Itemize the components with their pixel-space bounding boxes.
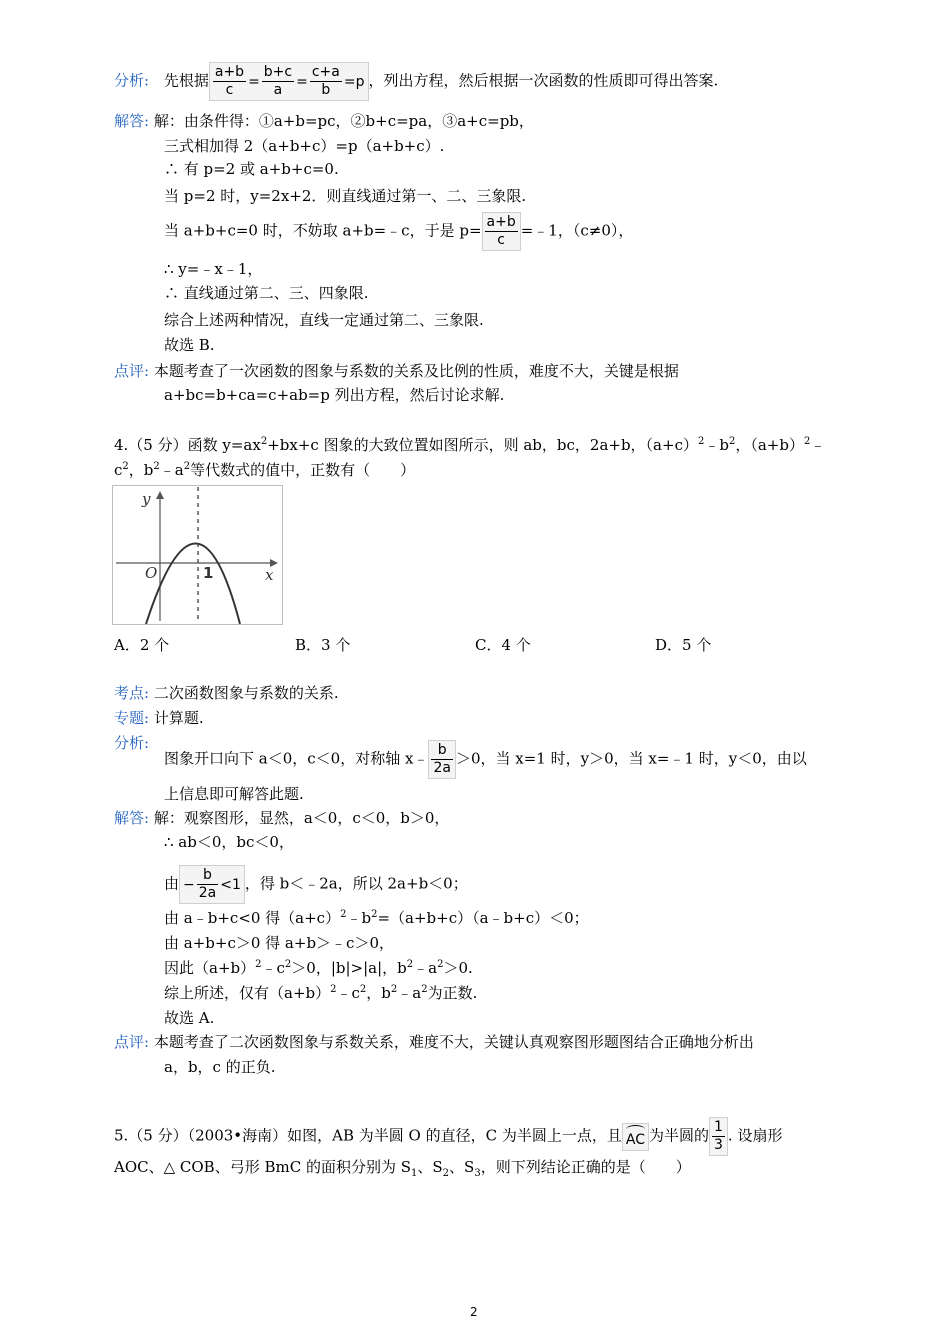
q4-solution-5: 由 a+b+c＞0 得 a+b＞﹣c＞0， bbox=[164, 934, 394, 952]
analysis-label: 分析: bbox=[114, 71, 150, 90]
fraction: $\frac{b+c}{a}$ bbox=[263, 64, 293, 98]
q5-stem-1: 5.（5 分）（2003•海南）如图，AB 为半圆 O 的直径，C 为半圆上一点，且 AC 为半圆的 $\frac{1}{3}$ . 设扇形 bbox=[114, 1117, 782, 1156]
x-axis-label: x bbox=[265, 566, 274, 584]
q4-stem-2: $c^2$，$b^2﹣a^2$等代数式的值中，正数有（ ） bbox=[114, 461, 416, 479]
fraction: $\frac{b}{2a}$ bbox=[198, 867, 217, 901]
analysis-label: 分析: bbox=[114, 734, 150, 752]
q3-solution-4: 当 p=2 时，y=2x+2．则直线通过第一、二、三象限. bbox=[164, 187, 527, 205]
topic-label: 专题: bbox=[114, 709, 150, 727]
option-a[interactable]: A．2 个 bbox=[114, 636, 170, 654]
q3-solution-5: 当 a+b+c=0 时，不妨取 a+b=﹣c，于是 p= $\frac{a+b}{c}$ =﹣1，（c≠0）， bbox=[164, 212, 633, 251]
fraction: $\frac{b}{2a}$ bbox=[428, 740, 456, 779]
fraction: $\frac{a+b}{c}$ bbox=[482, 212, 521, 251]
comment-label: 点评: bbox=[114, 1033, 150, 1051]
q4-comment-2: a，b，c 的正负. bbox=[164, 1058, 276, 1076]
q3-solution-2: 三式相加得 2（a+b+c）=p（a+b+c）. bbox=[164, 137, 445, 155]
q3-solution-8: 综合上述两种情况，直线一定通过第二、三象限. bbox=[164, 311, 484, 329]
fraction: $\frac{1}{3}$ bbox=[709, 1117, 728, 1156]
y-axis-label: y bbox=[142, 490, 151, 508]
q4-solution-3: 由 − $\frac{b}{2a}$ <1 ，得 b＜﹣2a，所以 2a+b＜0； bbox=[164, 865, 468, 904]
inequality-box: − $\frac{b}{2a}$ <1 bbox=[179, 865, 245, 904]
origin-label: O bbox=[145, 564, 158, 582]
q3-ratio-chain: $\frac{a+b}{c}$ = $\frac{b+c}{a}$ = $\frac{c+a}{b}$ =p bbox=[209, 62, 369, 101]
q4-solution-6: 因此$(a+b)^2﹣c^2>0$，|b|>|a|，$b^2﹣a^2>0$. bbox=[164, 959, 473, 977]
arc-icon bbox=[626, 1125, 645, 1134]
q3-solution-7: ∴ 直线通过第二、三、四象限. bbox=[164, 284, 369, 302]
q5-stem-2: AOC、△ COB、弓形 BmC 的面积分别为 $S_1$、$S_2$、$S_3$，则下列结论正确的是（ ） bbox=[114, 1158, 691, 1179]
option-c[interactable]: C．4 个 bbox=[475, 636, 531, 654]
q4-analysis-2: 上信息即可解答此题. bbox=[164, 785, 304, 803]
solution-label: 解答: bbox=[114, 112, 150, 130]
q4-analysis-1: 图象开口向下 a＜0，c＜0，对称轴 x﹣ $\frac{b}{2a}$ ＞0，当 x=1 时，y＞0，当 x=﹣1 时，y＜0，由以 bbox=[164, 740, 807, 779]
tick-label-one: 1 bbox=[203, 564, 214, 582]
q4-stem-1: 4.（5 分）函数 $y=ax^2+bx+c$ 图象的大致位置如图所示，则 ab，bc，2a+b，$(a+c)^2﹣b^2$，$(a+b)^2﹣$ bbox=[114, 436, 826, 454]
q4-comment-1: 点评: 本题考查了二次函数图象与系数关系，难度不大，关键认真观察图形题图结合正确地分析出 bbox=[114, 1033, 754, 1051]
q3-analysis bbox=[114, 62, 718, 101]
comment-label: 点评: bbox=[114, 362, 150, 380]
q3-analysis-post: ，列出方程，然后根据一次函数的性质即可得出答案. bbox=[368, 71, 719, 90]
fraction: $\frac{c+a}{b}$ bbox=[311, 64, 340, 98]
q4-analysis-label bbox=[114, 733, 149, 753]
q4-solution-4: 由 a﹣b+c<0 得$(a+c)^2﹣b^2=(a+b+c)(a﹣b+c)<0$； bbox=[164, 909, 589, 927]
q3-solution-3: ∴ 有 p=2 或 a+b+c=0. bbox=[164, 160, 339, 178]
fraction: $\frac{a+b}{c}$ bbox=[214, 64, 245, 98]
q3-solution-6: ∴ y=﹣x﹣1， bbox=[164, 260, 263, 278]
option-b[interactable]: B．3 个 bbox=[295, 636, 351, 654]
point-label: 考点: bbox=[114, 684, 150, 702]
arc-ac: AC bbox=[622, 1123, 649, 1151]
q4-solution-8: 故选 A. bbox=[164, 1009, 215, 1027]
q4-topic: 专题: 计算题. bbox=[114, 709, 204, 727]
q3-solution-9: 故选 B. bbox=[164, 336, 215, 354]
q4-solution-2: ∴ ab＜0，bc＜0， bbox=[164, 833, 294, 851]
q4-point: 考点: 二次函数图象与系数的关系. bbox=[114, 684, 339, 702]
q3-solution-1: 解答: 解：由条件得：①a+b=pc，②b+c=pa，③a+c=pb， bbox=[114, 112, 534, 130]
page-number: 2 bbox=[470, 1305, 478, 1319]
parabola-graph bbox=[112, 485, 283, 625]
solution-label: 解答: bbox=[114, 809, 150, 827]
q3-comment-1: 点评: 本题考查了一次函数的图象与系数的关系及比例的性质，难度不大，关键是根据 bbox=[114, 362, 679, 380]
q4-solution-7: 综上所述，仅有$(a+b)^2﹣c^2$，$b^2﹣a^2$为正数. bbox=[164, 984, 478, 1002]
option-d[interactable]: D．5 个 bbox=[655, 636, 712, 654]
q3-analysis-pre: 先根据 bbox=[163, 71, 209, 90]
q4-solution-1: 解答: 解：观察图形，显然，a＜0，c＜0，b＞0， bbox=[114, 809, 450, 827]
q3-comment-2: a+bc=b+ca=c+ab=p 列出方程，然后讨论求解. bbox=[164, 386, 505, 404]
